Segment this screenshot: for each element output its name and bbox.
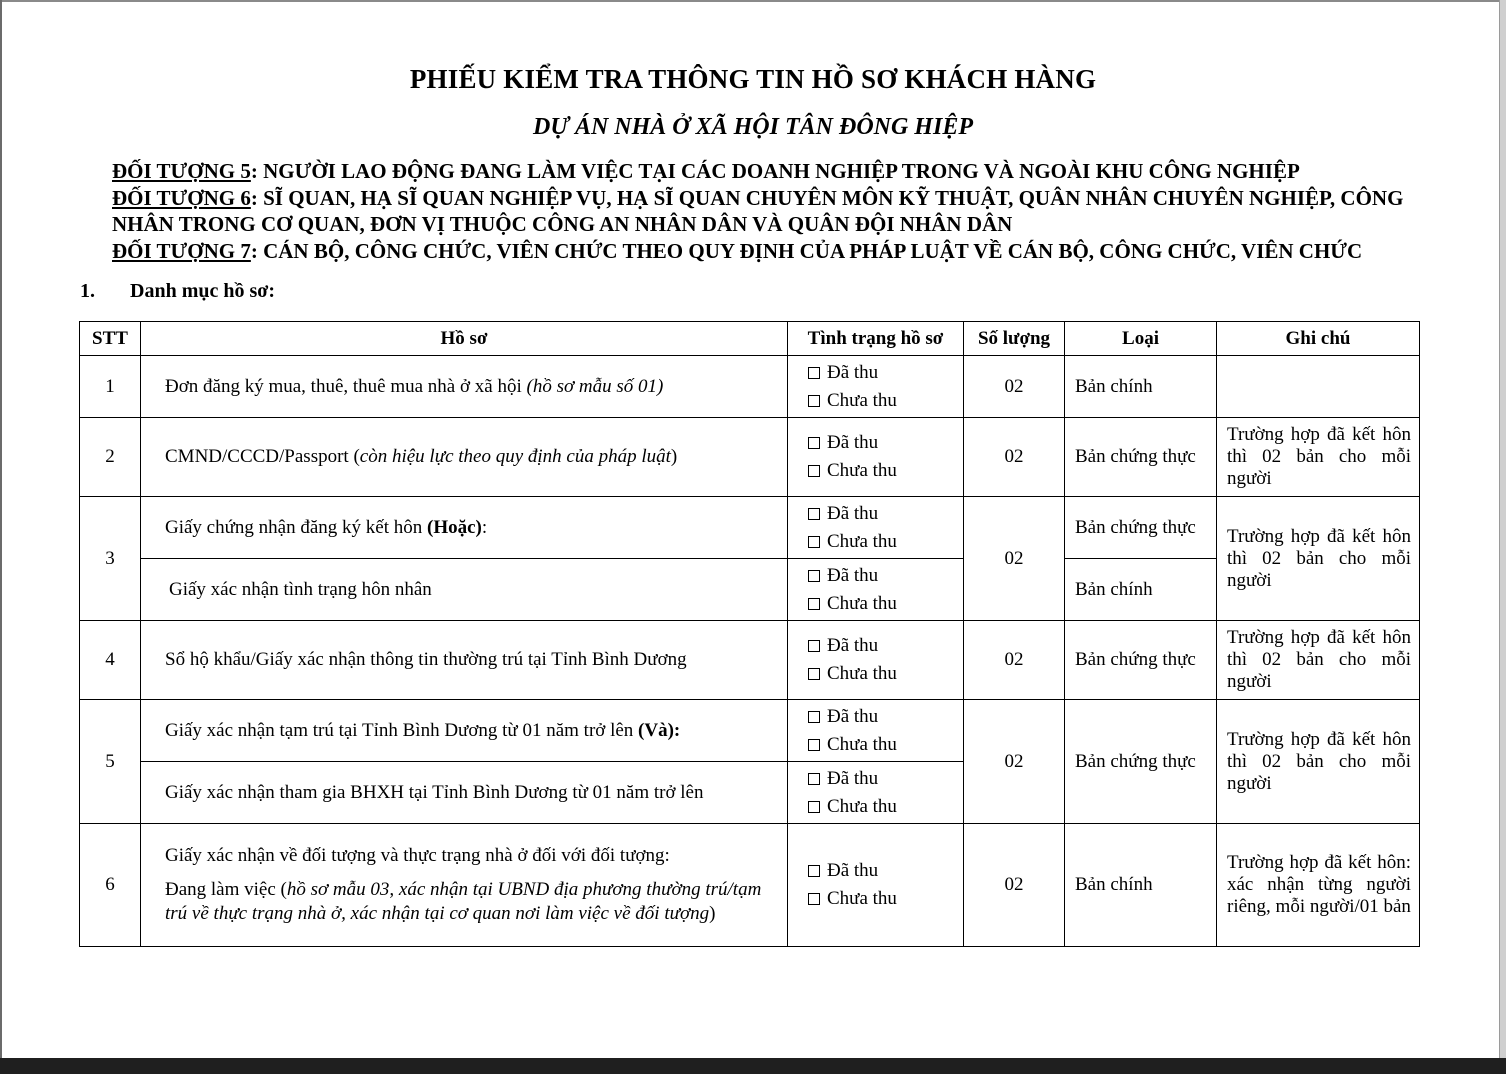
row-quantity: 02 (964, 418, 1065, 497)
doc-text: Giấy xác nhận tạm trú tại Tỉnh Bình Dương từ 01 năm trở lên (165, 719, 639, 741)
checkbox-icon[interactable] (808, 801, 820, 813)
table-row (80, 356, 1420, 418)
row-status (788, 621, 964, 700)
row-note: Trường hợp đã kết hôn thì 02 bản cho mỗi người (1217, 497, 1420, 621)
row-note: Trường hợp đã kết hôn thì 02 bản cho mỗi người (1217, 418, 1420, 497)
table-row (80, 418, 1420, 497)
target-text: : SĨ QUAN, HẠ SĨ QUAN NGHIỆP VỤ, HẠ SĨ QUAN CHUYÊN MÔN KỸ THUẬT, QUÂN NHÂN CHUYÊN NGHIỆP, CÔNG NHÂN TRONG CƠ QUAN, ĐƠN VỊ THUỘC CÔNG AN NHÂN DÂN VÀ QUÂN ĐỘI NHÂN DÂN (112, 185, 1404, 236)
status-label: Chưa thu (827, 389, 897, 411)
row-status (788, 559, 964, 621)
checkbox-icon[interactable] (808, 508, 820, 520)
row-document: Giấy xác nhận tham gia BHXH tại Tỉnh Bình Dương từ 01 năm trở lên (141, 762, 788, 824)
status-label: Đã thu (827, 564, 879, 586)
doc-text-end: : (481, 516, 488, 538)
row-stt: 5 (80, 700, 141, 824)
doc-italic-text: (hồ sơ mẫu số 01) (526, 375, 664, 397)
document-checklist-table (79, 321, 1420, 947)
window-left-border (0, 0, 2, 1074)
status-label: Đã thu (827, 361, 879, 383)
status-label: Đã thu (827, 767, 879, 789)
row-note: Trường hợp đã kết hôn thì 02 bản cho mỗi người (1217, 700, 1420, 824)
doc-line-b (165, 878, 779, 926)
target-label: ĐỐI TƯỢNG 7 (112, 238, 251, 263)
status-label: Đã thu (827, 502, 879, 524)
row-note (1217, 356, 1420, 418)
status-not-received-option[interactable] (808, 731, 963, 759)
doc-bold-text: (Hoặc) (427, 516, 482, 538)
doc-text: CMND/CCCD/Passport ( (165, 446, 360, 467)
status-not-received-option[interactable] (808, 387, 963, 415)
checkbox-icon[interactable] (808, 465, 820, 477)
doc-bold-text: (Và): (638, 719, 681, 741)
checkbox-icon[interactable] (808, 668, 820, 680)
header-stt: STT (80, 322, 141, 356)
status-label: Chưa thu (827, 795, 897, 817)
row-stt: 3 (80, 497, 141, 621)
row-document (141, 824, 788, 947)
status-received-option[interactable] (808, 857, 963, 885)
table-header-row (80, 322, 1420, 356)
status-received-option[interactable] (808, 632, 963, 660)
status-label: Đã thu (827, 860, 879, 881)
row-document (141, 700, 788, 762)
header-document: Hồ sơ (141, 322, 788, 356)
status-label: Đã thu (827, 705, 879, 727)
row-document: Sổ hộ khẩu/Giấy xác nhận thông tin thường trú tại Tỉnh Bình Dương (141, 621, 788, 700)
doc-text-end: ) (670, 446, 678, 467)
row-document (141, 418, 788, 497)
status-received-option[interactable] (808, 562, 963, 590)
row-quantity: 02 (964, 621, 1065, 700)
target-group-5 (112, 158, 1412, 185)
row-status (788, 824, 964, 947)
header-note: Ghi chú (1217, 322, 1420, 356)
row-type: Bản chính (1065, 824, 1217, 947)
doc-line-a: Giấy xác nhận về đối tượng và thực trạng nhà ở đối với đối tượng: (165, 845, 670, 866)
window-top-border (0, 0, 1506, 2)
header-quantity: Số lượng (964, 322, 1065, 356)
checkbox-icon[interactable] (808, 773, 820, 785)
row-type: Bản chứng thực (1065, 621, 1217, 700)
row-type: Bản chính (1065, 559, 1217, 621)
section-heading (80, 280, 275, 303)
row-stt: 1 (80, 356, 141, 418)
status-not-received-option[interactable] (808, 660, 963, 688)
window-bottom-bar (0, 1058, 1506, 1074)
doc-italic-text: hồ sơ mẫu 03, xác nhận tại UBND địa phương thường trú/tạm trú về thực trạng nhà ở, xác nhận tại cơ quan nơi làm việc về đối tượng (165, 879, 762, 924)
target-text: : CÁN BỘ, CÔNG CHỨC, VIÊN CHỨC THEO QUY ĐỊNH CỦA PHÁP LUẬT VỀ CÁN BỘ, CÔNG CHỨC, VIÊN CHỨC (250, 238, 1363, 263)
row-note: Trường hợp đã kết hôn: xác nhận từng người riêng, mỗi người/01 bản (1217, 824, 1420, 947)
checkbox-icon[interactable] (808, 865, 820, 877)
status-not-received-option[interactable] (808, 528, 963, 556)
target-text: : NGƯỜI LAO ĐỘNG ĐANG LÀM VIỆC TẠI CÁC DOANH NGHIỆP TRONG VÀ NGOÀI KHU CÔNG NGHIỆP (250, 159, 1300, 183)
row-document (141, 356, 788, 418)
header-type: Loại (1065, 322, 1217, 356)
status-received-option[interactable] (808, 500, 963, 528)
table-row (80, 497, 1420, 559)
doc-italic-text: còn hiệu lực theo quy định của pháp luật (359, 446, 671, 467)
document-subtitle: DỰ ÁN NHÀ Ở XÃ HỘI TÂN ĐÔNG HIỆP (533, 114, 973, 140)
row-stt: 4 (80, 621, 141, 700)
checkbox-icon[interactable] (808, 711, 820, 723)
row-type: Bản chứng thực (1065, 497, 1217, 559)
row-note: Trường hợp đã kết hôn thì 02 bản cho mỗi người (1217, 621, 1420, 700)
doc-text: Đang làm việc ( (165, 879, 287, 900)
status-not-received-option[interactable] (808, 793, 963, 821)
row-status (788, 418, 964, 497)
row-type: Bản chứng thực (1065, 418, 1217, 497)
target-groups (112, 158, 1412, 264)
status-received-option[interactable] (808, 429, 963, 457)
status-not-received-option[interactable] (808, 590, 963, 618)
checkbox-icon[interactable] (808, 640, 820, 652)
row-status (788, 762, 964, 824)
row-quantity: 02 (964, 824, 1065, 947)
doc-text: Giấy chứng nhận đăng ký kết hôn (165, 516, 427, 538)
target-group-7 (112, 238, 1412, 265)
row-stt: 6 (80, 824, 141, 947)
checkbox-icon[interactable] (808, 367, 820, 379)
row-type: Bản chứng thực (1065, 700, 1217, 824)
status-received-option[interactable] (808, 703, 963, 731)
target-group-6 (112, 185, 1412, 238)
row-quantity: 02 (964, 356, 1065, 418)
vertical-scrollbar[interactable] (1499, 0, 1506, 1074)
checkbox-icon[interactable] (808, 536, 820, 548)
status-label: Chưa thu (827, 733, 897, 755)
row-document: Giấy xác nhận tình trạng hôn nhân (141, 559, 788, 621)
table-row (80, 700, 1420, 762)
checkbox-icon[interactable] (808, 395, 820, 407)
checkbox-icon[interactable] (808, 893, 820, 905)
target-label: ĐỐI TƯỢNG 5 (112, 159, 251, 183)
row-stt: 2 (80, 418, 141, 497)
row-quantity: 02 (964, 497, 1065, 621)
doc-text-end: ) (709, 903, 716, 924)
header-status: Tình trạng hồ sơ (788, 322, 964, 356)
status-label: Đã thu (827, 432, 879, 453)
table-row (80, 824, 1420, 947)
document-title: PHIẾU KIỂM TRA THÔNG TIN HỒ SƠ KHÁCH HÀNG (409, 64, 1097, 94)
section-title: Danh mục hồ sơ: (130, 280, 275, 302)
status-label: Chưa thu (827, 530, 897, 552)
row-status (788, 356, 964, 418)
checkbox-icon[interactable] (808, 739, 820, 751)
table-row (80, 621, 1420, 700)
checkbox-icon[interactable] (808, 570, 820, 582)
row-status (788, 497, 964, 559)
checkbox-icon[interactable] (808, 598, 820, 610)
status-received-option[interactable] (808, 765, 963, 793)
status-not-received-option[interactable] (808, 457, 963, 485)
row-status (788, 700, 964, 762)
target-label: ĐỐI TƯỢNG 6 (112, 185, 251, 210)
status-label: Chưa thu (827, 888, 897, 909)
status-label: Đã thu (827, 635, 879, 656)
status-not-received-option[interactable] (808, 885, 963, 913)
row-type: Bản chính (1065, 356, 1217, 418)
status-label: Chưa thu (827, 663, 897, 684)
status-received-option[interactable] (808, 359, 963, 387)
section-number: 1. (80, 280, 95, 302)
status-label: Chưa thu (827, 460, 897, 481)
checkbox-icon[interactable] (808, 437, 820, 449)
row-document (141, 497, 788, 559)
row-quantity: 02 (964, 700, 1065, 824)
status-label: Chưa thu (827, 592, 897, 614)
doc-text: Đơn đăng ký mua, thuê, thuê mua nhà ở xã hội (165, 375, 527, 397)
